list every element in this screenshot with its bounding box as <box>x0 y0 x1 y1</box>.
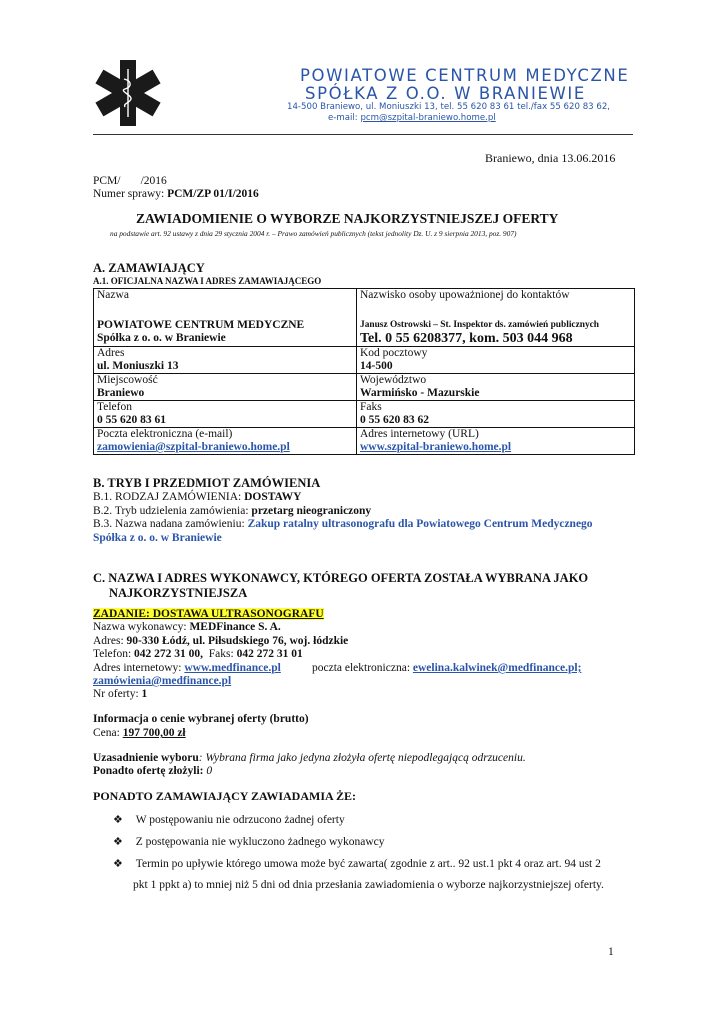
table-row <box>94 374 635 401</box>
case-number-value: PCM/ZP 01/I/2016 <box>167 188 259 200</box>
contractor-label: Nazwa wykonawcy: <box>93 621 190 633</box>
contractor-www <box>93 662 281 674</box>
contractor-phone-label: Telefon: <box>93 648 135 660</box>
justification <box>93 752 526 764</box>
org-name-line1: POWIATOWE CENTRUM MEDYCZNE <box>300 66 630 85</box>
contractor-value: MEDFinance S. A. <box>189 621 281 633</box>
notice-item-3: Termin po upływie którego umowa może być zawarta( zgodnie z art.. 92 ust.1 pkt 4 oraz art. 94 ust 2 <box>135 858 601 870</box>
fax-value: 0 55 620 83 62 <box>360 414 429 426</box>
table-row <box>94 347 635 374</box>
star-of-life-logo-icon <box>92 57 164 129</box>
case-number-label: Numer sprawy: <box>93 188 168 200</box>
contractor-name <box>93 621 281 633</box>
other-offers-value: 0 <box>206 765 213 777</box>
contact-phone: Tel. 0 55 6208377, kom. 503 044 968 <box>360 331 573 346</box>
table-row <box>94 401 635 428</box>
place-date: Braniewo, dnia 13.06.2016 <box>485 151 616 165</box>
contractor-address <box>93 635 348 647</box>
bullet-diamond-icon: ❖ <box>113 836 123 848</box>
b1-value: DOSTAWY <box>244 491 302 503</box>
b1-label: B.1. RODZAJ ZAMÓWIENIA: <box>93 491 245 503</box>
section-a-heading: A. ZAMAWIAJĄCY <box>93 261 205 275</box>
task-label <box>93 608 324 620</box>
pcm-ref: PCM/ /2016 <box>93 175 167 187</box>
bullet-diamond-icon: ❖ <box>113 858 123 870</box>
table-row <box>94 289 635 347</box>
org-email-label: e-mail: <box>328 113 361 123</box>
contractor-phone-value: 042 272 31 00, <box>134 648 204 660</box>
b2-value: przetarg nieograniczony <box>251 505 372 517</box>
header-divider <box>93 134 633 135</box>
notice-item-2: Z postępowania nie wykluczono żadnego wykonawcy <box>135 836 385 848</box>
price-label: Cena: <box>93 727 123 739</box>
org-email <box>328 113 496 123</box>
offer-number-value: 1 <box>141 688 148 700</box>
postcode-label: Kod pocztowy <box>360 347 428 359</box>
price <box>93 727 186 739</box>
notice-item-3-continued: pkt 1 ppkt a) to mniej niż 5 dni od dnia przesłania zawiadomienia o wyborze najkorzystniejszej oferty. <box>133 879 604 891</box>
b2-label: B.2. Tryb udzielenia zamówienia: <box>93 505 252 517</box>
name-line1: POWIATOWE CENTRUM MEDYCZNE <box>97 319 305 331</box>
section-b1 <box>93 491 301 503</box>
name-line2: Spółka z o. o. w Braniewie <box>97 332 226 344</box>
voivodeship-cell <box>357 374 635 401</box>
address-value: ul. Moniuszki 13 <box>97 360 179 372</box>
email-label: Poczta elektroniczna (e-mail) <box>97 428 233 440</box>
document-title: ZAWIADOMIENIE O WYBORZE NAJKORZYSTNIEJSZEJ OFERTY <box>136 211 559 226</box>
city-label: Miejscowość <box>97 374 158 386</box>
section-b-heading: B. TRYB I PRZEDMIOT ZAMÓWIENIA <box>93 476 321 490</box>
email-cell <box>94 428 357 455</box>
contractor-phone-fax <box>93 648 303 660</box>
section-b3 <box>93 518 593 530</box>
org-address: 14-500 Braniewo, ul. Moniuszki 13, tel. 55 620 83 61 tel./fax 55 620 83 62, <box>287 102 611 112</box>
section-c-heading-line1: C. NAZWA I ADRES WYKONAWCY, KTÓREGO OFERTA ZOSTAŁA WYBRANA JAKO <box>93 571 589 585</box>
b3-value-line1: Zakup ratalny ultrasonografu dla Powiatowego Centrum Medycznego <box>247 518 593 530</box>
phone-cell <box>94 401 357 428</box>
postcode-value: 14-500 <box>360 360 393 372</box>
address-cell <box>94 347 357 374</box>
name-cell <box>94 289 357 347</box>
section-c-heading-line2: NAJKORZYSTNIEJSZA <box>109 586 248 600</box>
contractor-www-label: Adres internetowy: <box>93 662 185 674</box>
b3-value-line2: Spółka z o. o. w Braniewie <box>93 532 222 544</box>
contractor-email <box>312 662 581 674</box>
contractor-address-value: 90-330 Łódź, ul. Piłsudskiego 76, woj. łódzkie <box>126 635 349 647</box>
justification-label: Uzasadnienie wyboru <box>93 752 199 764</box>
org-email-link[interactable]: pcm@szpital-braniewo.home.pl <box>360 113 496 123</box>
other-offers-label: Ponadto ofertę złożyli: <box>93 765 207 777</box>
phone-label: Telefon <box>97 401 132 413</box>
price-heading: Informacja o cenie wybranej oferty (brutto) <box>93 713 309 725</box>
fax-label: Faks <box>360 401 382 413</box>
city-value: Braniewo <box>97 387 145 399</box>
offer-number <box>93 688 147 700</box>
ordering-party-table <box>93 288 635 455</box>
table-row <box>94 428 635 455</box>
page-number: 1 <box>608 946 614 958</box>
fax-cell <box>357 401 635 428</box>
other-offers <box>93 765 212 777</box>
justification-value: : Wybrana firma jako jedyna złożyła ofertę niepodlegającą odrzuceniu. <box>198 752 526 764</box>
contractor-fax-label: Faks: <box>203 648 237 660</box>
notice-heading: PONADTO ZAMAWIAJĄCY ZAWIADAMIA ŻE: <box>93 789 357 803</box>
www-link[interactable]: www.szpital-braniewo.home.pl <box>360 441 512 453</box>
contact-cell <box>357 289 635 347</box>
city-cell <box>94 374 357 401</box>
voivodeship-value: Warmińsko - Mazurskie <box>360 387 480 399</box>
contractor-email2-link[interactable]: zamówienia@medfinance.pl <box>93 675 232 687</box>
section-b2 <box>93 505 371 517</box>
offer-number-label: Nr oferty: <box>93 688 142 700</box>
contractor-www-link[interactable]: www.medfinance.pl <box>184 662 281 674</box>
voivodeship-label: Województwo <box>360 374 427 386</box>
list-item <box>113 835 385 848</box>
contractor-email-link[interactable]: ewelina.kalwinek@medfinance.pl; <box>412 662 582 674</box>
org-name-line2: SPÓŁKA Z O.O. W BRANIEWIE <box>305 84 586 103</box>
section-a1-heading: A.1. OFICJALNA NAZWA I ADRES ZAMAWIAJĄCEGO <box>93 276 322 286</box>
address-label: Adres <box>97 347 125 359</box>
b3-label: B.3. Nazwa nadana zamówieniu: <box>93 518 248 530</box>
list-item <box>113 857 601 870</box>
list-item <box>113 813 345 826</box>
postcode-cell <box>357 347 635 374</box>
contractor-address-label: Adres: <box>93 635 127 647</box>
task-highlight: ZADANIE: DOSTAWA ULTRASONOGRAFU <box>93 608 324 620</box>
contractor-fax-value: 042 272 31 01 <box>236 648 303 660</box>
price-value: 197 700,00 zł <box>122 727 186 739</box>
notice-item-1: W postępowaniu nie odrzucono żadnej oferty <box>135 814 345 826</box>
contact-label: Nazwisko osoby upoważnionej do kontaktów <box>360 289 570 301</box>
document-subtitle: na podstawie art. 92 ustawy z dnia 29 stycznia 2004 r. – Prawo zamówień publicznych (tekst jednolity Dz. U. z 9 sierpnia 2013, poz. 907) <box>110 229 517 238</box>
contractor-email-label: poczta elektroniczna: <box>312 662 413 674</box>
email-link[interactable]: zamowienia@szpital-braniewo.home.pl <box>97 441 290 453</box>
contractor-email2 <box>93 675 231 687</box>
www-label: Adres internetowy (URL) <box>360 428 479 440</box>
case-number <box>93 188 259 200</box>
name-label: Nazwa <box>97 289 129 301</box>
phone-value: 0 55 620 83 61 <box>97 414 166 426</box>
contact-person: Janusz Ostrowski – St. Inspektor ds. zamówień publicznych <box>360 320 600 330</box>
www-cell <box>357 428 635 455</box>
bullet-diamond-icon: ❖ <box>113 814 123 826</box>
